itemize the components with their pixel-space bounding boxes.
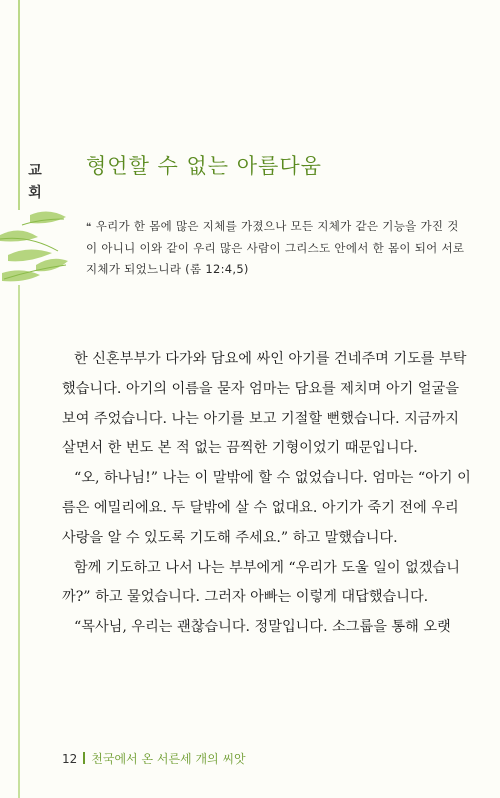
- margin-rule-top: [18, 0, 20, 210]
- quote-mark-icon: ❝: [86, 222, 92, 233]
- page-footer: [62, 750, 246, 767]
- paragraph: 한 신혼부부가 다가와 담요에 싸인 아기를 건네주며 기도를 부탁했습니다. 아기의 이름을 묻자 엄마는 담요를 제치며 아기 얼굴을 보여 주었습니다. 나는 아기를 보고 기절할 뻔했습니다. 지금까지 살면서 한 번도 본 적 없는 끔찍한 기형이었기 때문입니다.: [62, 351, 467, 457]
- book-title: 천국에서 온 서른세 개의 씨앗: [91, 752, 246, 766]
- page-title: 형언할 수 없는 아름다움: [86, 154, 322, 178]
- verse-text: 우리가 한 몸에 많은 지체를 가졌으나 모든 지체가 같은 기능을 가진 것이 아니니 이와 같이 우리 많은 사람이 그리스도 안에서 한 몸이 되어 서로 지체가 되었느니라 (롬 12:4,5): [86, 219, 465, 276]
- section-label-char: 회: [28, 185, 42, 201]
- section-label-char: 교: [28, 163, 42, 179]
- leaf-decoration-icon: [0, 195, 70, 290]
- scripture-verse: [86, 216, 466, 280]
- body-text: [62, 345, 472, 643]
- paragraph: “목사님, 우리는 괜찮습니다. 정말입니다. 소그룹을 통해 오랫: [74, 619, 451, 636]
- page-number: 12: [62, 752, 78, 766]
- footer-divider: [83, 752, 85, 764]
- margin-rule-bottom: [18, 285, 20, 798]
- paragraph: 함께 기도하고 나서 나는 부부에게 “우리가 도울 일이 없겠습니까?” 하고 물었습니다. 그러자 아빠는 이렇게 대답했습니다.: [62, 559, 460, 606]
- paragraph: “오, 하나님!” 나는 이 말밖에 할 수 없었습니다. 엄마는 “아기 이름은 에밀리에요. 두 달밖에 살 수 없대요. 아기가 죽기 전에 우리 사랑을 알 수 있도록 기도해 주세요.” 하고 말했습니다.: [62, 470, 471, 546]
- section-label: [26, 160, 44, 204]
